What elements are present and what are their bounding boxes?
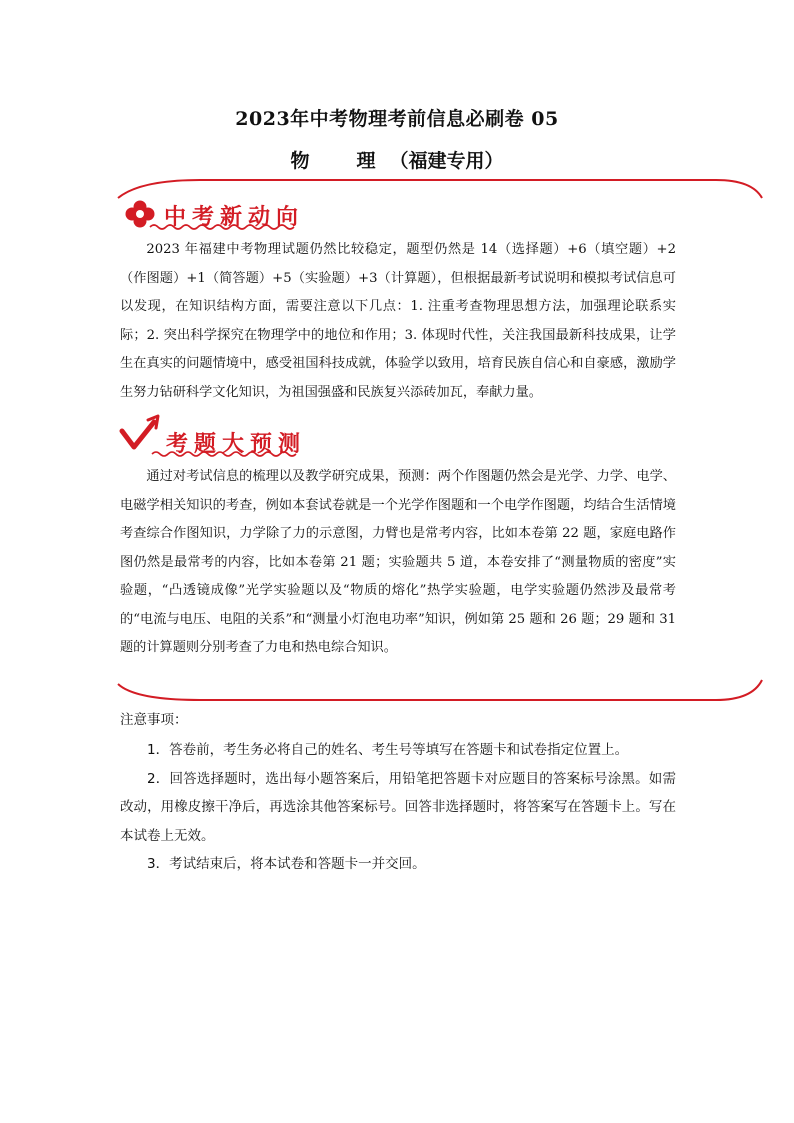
check-arrow-icon <box>122 416 158 447</box>
section1-paragraph: 2023 年福建中考物理试题仍然比较稳定，题型仍然是 14（选择题）+6（填空题）+2（作图题）+1（简答题）+5（实验题）+3（计算题），但根据最新考试说明和模拟考试信息可以发现，在知识结构方面，需要注意以下几点：1. 注重考查物理思想方法，加强理论联系实际；2. 突出科学探究在物理学中的地位和作用；3. 体现时代性，关注我国最新科技成果，让学生在真实的问题情境中，感受祖国科技成就，体验学以致用，培育民族自信心和自豪感，激励学生努力钻研科学文化知识，为祖国强盛和民族复兴添砖加瓦，奉献力量。 <box>120 242 676 400</box>
notes-list <box>120 736 676 879</box>
region-label: （福建专用） <box>389 150 504 172</box>
page-title: 2023年中考物理考前信息必刷卷 05 <box>235 108 559 130</box>
notes-item: 3．考试结束后，将本试卷和答题卡一并交回。 <box>147 856 426 872</box>
frame-bottom-arc <box>118 680 762 700</box>
section2-heading: 考题大预测 <box>166 432 307 457</box>
notes-item: 2．回答选择题时，选出每小题答案后，用铅笔把答题卡对应题目的答案标号涂黑。如需改动，用橡皮擦干净后，再选涂其他答案标号。回答非选择题时，将答案写在答题卡上。写在本试卷上无效。 <box>120 770 676 844</box>
subject-label: 物 理 <box>290 150 390 172</box>
notes-title: 注意事项： <box>120 712 188 728</box>
section1-heading: 中考新动向 <box>164 205 305 230</box>
frame-top-arc <box>118 180 762 198</box>
notes-item: 1．答卷前，考生务必将自己的姓名、考生号等填写在答题卡和试卷指定位置上。 <box>147 742 629 758</box>
section2-paragraph: 通过对考试信息的梳理以及教学研究成果，预测：两个作图题仍然会是光学、力学、电学、电磁学相关知识的考查，例如本套试卷就是一个光学作图题和一个电学作图题，均结合生活情境考查综合作图知识，力学除了力的示意图，力臂也是常考内容，比如本卷第 22 题，家庭电路作图仍然是最常考的内容，比如本卷第 21 题；实验题共 5 道，本卷安排了“测量物质的密度”实验题，“凸透镜成像”光学实验题以及“物质的熔化”热学实验题，电学实验题仍然涉及最常考的“电流与电压、电阻的关系”和“测量小灯泡电功率”知识，例如第 25 题和 26 题；29 题和 31 题的计算题则分别考查了力电和热电综合知识。 <box>120 469 676 655</box>
clover-icon <box>126 201 155 228</box>
